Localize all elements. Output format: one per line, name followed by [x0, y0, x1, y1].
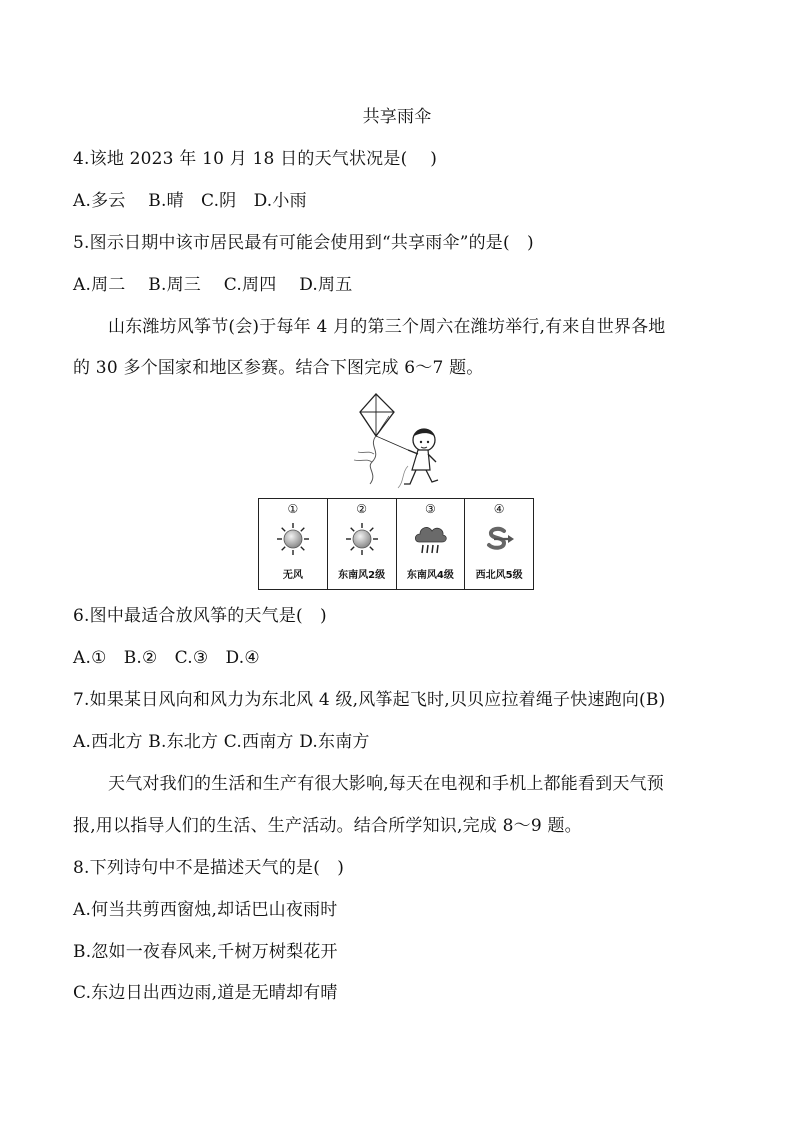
question-4-options: A.多云 B.晴 C.阴 D.小雨: [73, 191, 307, 211]
passage-2-line-1: 天气对我们的生活和生产有很大影响,每天在电视和手机上都能看到天气预: [108, 774, 665, 794]
weather-cell-number: ①: [287, 502, 299, 516]
weather-cell-1: [259, 499, 328, 589]
weather-cell-4: [465, 499, 533, 589]
weather-cell-label: 无风: [282, 570, 303, 581]
weather-cell-3: [397, 499, 466, 589]
question-8-option-c: C.东边日出西边雨,道是无晴却有晴: [73, 983, 338, 1003]
question-6-options: A.① B.② C.③ D.④: [73, 648, 260, 668]
passage-1-line-1: 山东潍坊风筝节(会)于每年 4 月的第三个周六在潍坊举行,有来自世界各地: [108, 317, 666, 337]
question-8-stem: 8.下列诗句中不是描述天气的是( ): [73, 858, 345, 878]
question-8-option-a: A.何当共剪西窗烛,却话巴山夜雨时: [73, 900, 338, 920]
section-title: 共享雨伞: [362, 107, 432, 127]
weather-cell-number: ④: [493, 502, 505, 516]
passage-1-line-2: 的 30 多个国家和地区参赛。结合下图完成 6～7 题。: [73, 358, 484, 378]
question-7-stem: 7.如果某日风向和风力为东北风 4 级,风筝起飞时,贝贝应拉着绳子快速跑向(B): [73, 690, 666, 710]
question-5-options: A.周二 B.周三 C.周四 D.周五: [73, 275, 353, 295]
sun-icon: [276, 522, 310, 556]
passage-2-line-2: 报,用以指导人们的生活、生产活动。结合所学知识,完成 8～9 题。: [73, 816, 582, 836]
question-5-stem: 5.图示日期中该市居民最有可能会使用到“共享雨伞”的是( ): [73, 233, 534, 253]
sun-icon: [345, 522, 379, 556]
wind-flag-icon: [482, 522, 516, 556]
weather-cell-number: ③: [424, 502, 436, 516]
weather-cell-number: ②: [356, 502, 367, 516]
weather-condition-table: [258, 498, 534, 590]
boy-flying-kite-illustration: [348, 392, 448, 494]
question-6-stem: 6.图中最适合放风筝的天气是( ): [73, 606, 327, 626]
weather-cell-label: 东南风2级: [338, 570, 386, 581]
question-4-stem: 4.该地 2023 年 10 月 18 日的天气状况是( ): [73, 149, 438, 169]
weather-cell-label: 西北风5级: [475, 570, 523, 581]
question-7-options: A.西北方 B.东北方 C.西南方 D.东南方: [73, 732, 370, 752]
question-8-option-b: B.忽如一夜春风来,千树万树梨花开: [73, 942, 338, 962]
rain-cloud-icon: [413, 522, 447, 556]
weather-cell-label: 东南风4级: [406, 570, 454, 581]
weather-cell-2: [328, 499, 397, 589]
